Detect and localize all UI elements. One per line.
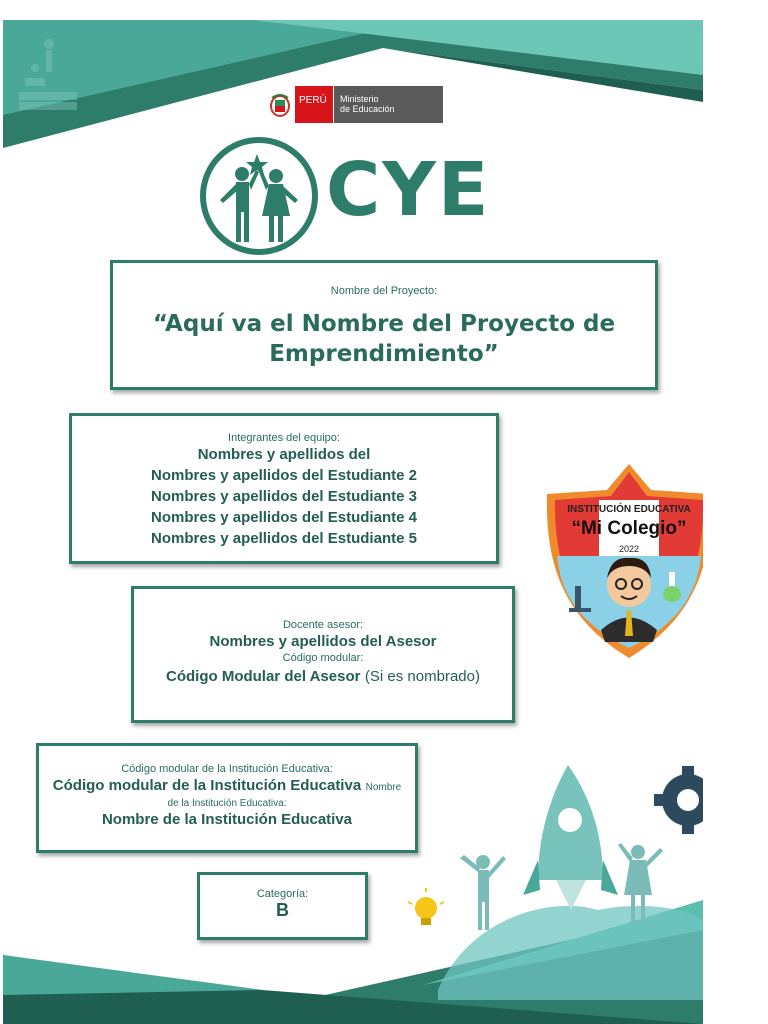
advisor-code-label: Código modular: <box>282 652 364 664</box>
project-title: “Aquí va el Nombre del Proyecto de Emprendimiento” <box>152 311 616 367</box>
team-members-label: Integrantes del equipo: <box>228 432 340 444</box>
gear-icon <box>654 766 703 834</box>
institution-name-label-part1: Nombre <box>365 782 402 793</box>
team-member-5: Nombres y apellidos del Estudiante 5 <box>151 530 417 547</box>
advisor-code-line <box>134 666 512 687</box>
cye-logo <box>198 132 518 257</box>
institution-code-label: Código modular de la Institución Educativa: <box>121 763 333 775</box>
institution-code-line <box>39 775 415 798</box>
team-members-box <box>69 413 499 564</box>
institution-box <box>36 743 418 853</box>
school-badge <box>541 460 703 662</box>
team-member-1: Nombres y apellidos del <box>197 446 371 463</box>
badge-line1: INSTITUCIÓN EDUCATIVA <box>567 504 691 515</box>
category-value: B <box>276 900 289 920</box>
ministry-logo <box>265 86 443 123</box>
project-name-box <box>110 260 658 390</box>
document-page <box>3 20 703 1024</box>
advisor-label: Docente asesor: <box>282 619 364 631</box>
people-circle-icon <box>198 132 323 257</box>
badge-line2: “Mi Colegio” <box>571 518 687 539</box>
person-left-icon <box>460 855 506 930</box>
advisor-box <box>131 586 515 723</box>
category-label: Categoría: <box>256 888 309 900</box>
peru-label: PERÚ <box>295 86 333 123</box>
peru-coat-of-arms-icon <box>265 86 295 123</box>
project-name-label: Nombre del Proyecto: <box>330 285 438 297</box>
category-box <box>197 872 368 940</box>
rocket-icon <box>523 765 618 910</box>
badge-year: 2022 <box>618 544 640 554</box>
ministry-label: Ministerio de Educación <box>333 86 443 123</box>
advisor-code: Código Modular del Asesor <box>166 668 361 685</box>
institution-name: Nombre de la Institución Educativa <box>101 811 353 828</box>
lightbulb-icon <box>408 888 444 925</box>
shield-icon <box>541 460 703 662</box>
team-member-2: Nombres y apellidos del Estudiante 2 <box>151 467 417 484</box>
team-member-3: Nombres y apellidos del Estudiante 3 <box>151 488 417 505</box>
institution-code: Código modular de la Institución Educativa <box>52 777 362 794</box>
startup-illustration <box>398 760 703 1000</box>
advisor-name: Nombres y apellidos del Asesor <box>209 633 437 650</box>
team-member-4: Nombres y apellidos del Estudiante 4 <box>151 509 417 526</box>
institution-name-label-part2: de la Institución Educativa: <box>167 798 287 809</box>
advisor-code-note: (Si es nombrado) <box>364 668 480 685</box>
cye-logo-text: CYE <box>326 147 491 233</box>
